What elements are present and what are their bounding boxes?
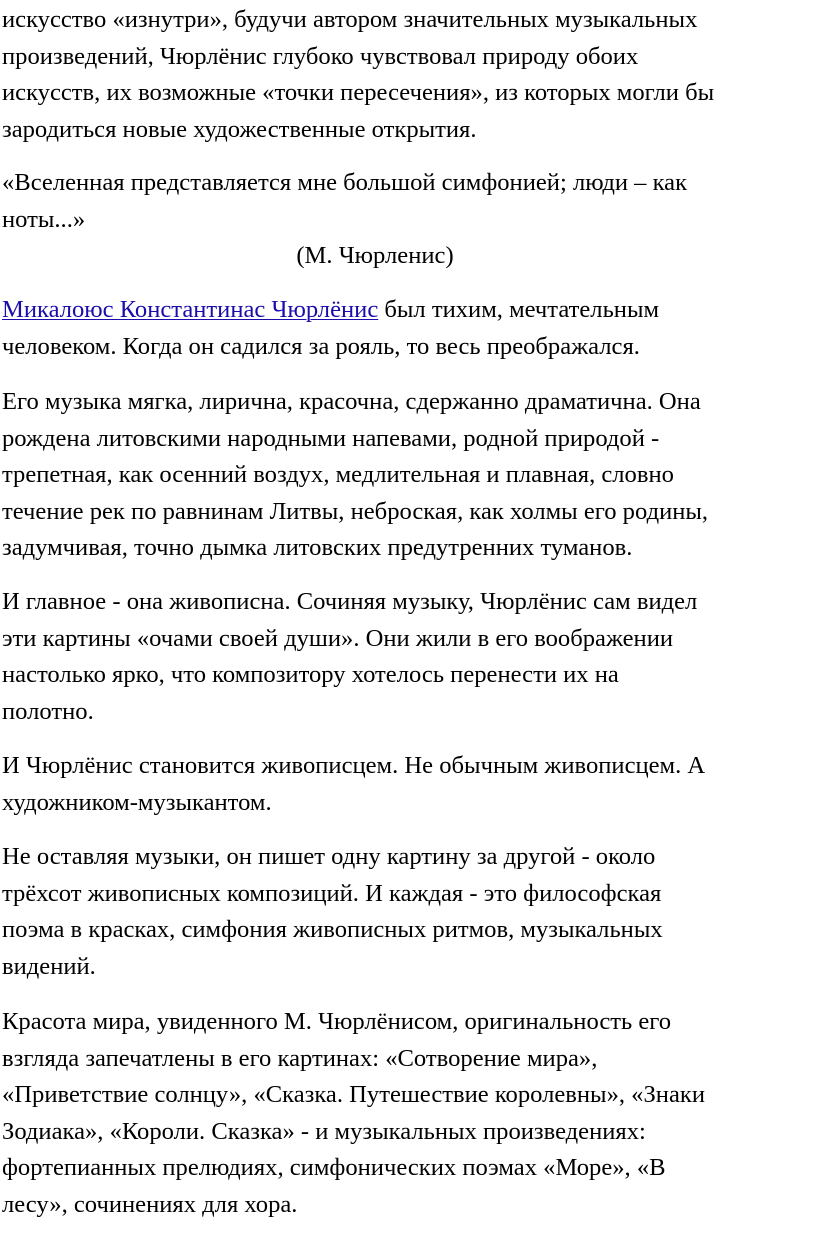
text-line: «Приветствие солнцу», «Сказка. Путешествие королевны», «Знаки: [2, 1081, 705, 1109]
text-line: видений.: [2, 952, 96, 980]
text-line: произведений, Чюрлёнис глубоко чувствовал природу обоих: [2, 42, 639, 70]
paragraph-about-chiurlionis: [2, 292, 816, 365]
text-line: рождена литовскими народными напевами, родной природой -: [2, 424, 660, 452]
paragraph-intro: [2, 2, 816, 148]
text-line: течение рек по равнинам Литвы, неброская, как холмы его родины,: [2, 497, 709, 525]
quote-line: «Вселенная представляется мне большой симфонией; люди – как: [2, 169, 688, 196]
text-line: полотно.: [2, 697, 94, 725]
text-line: эти картины «очами своей души». Они жили в его воображении: [2, 624, 674, 652]
chiurlionis-link[interactable]: Микалоюс Константинас Чюрлёнис: [2, 296, 379, 323]
paragraph-music: [2, 384, 816, 567]
text-line: искусств, их возможные «точки пересечения», из которых могли бы: [2, 79, 715, 107]
paragraph-works: [2, 1004, 816, 1224]
text-line: трепетная, как осенний воздух, медлительная и плавная, словно: [2, 461, 674, 489]
text-line: И главное - она живописна. Сочиняя музыку, Чюрлёнис сам видел: [2, 588, 698, 615]
epigraph-attribution-block: [0, 238, 750, 275]
text-line: Не оставляя музыки, он пишет одну картину за другой - около: [2, 843, 656, 870]
text-line: зародиться новые художественные открытия.: [2, 115, 477, 143]
text-line: настолько ярко, что композитору хотелось перенести их на: [2, 661, 619, 689]
text-line: лесу», сочинениях для хора.: [2, 1190, 298, 1218]
text-line: И Чюрлёнис становится живописцем. Не обычным живописцем. А: [2, 752, 706, 779]
paragraph-compositions: [2, 839, 816, 985]
text-line: Зодиака», «Короли. Сказка» - и музыкальных произведениях:: [2, 1117, 646, 1145]
text-line: поэма в красках, симфония живописных ритмов, музыкальных: [2, 916, 663, 944]
quote-attribution: (М. Чюрленис): [296, 242, 454, 269]
text-line: художником-музыкантом.: [2, 788, 272, 816]
text-fragment: был тихим, мечтательным: [378, 296, 660, 323]
quote-line: ноты...»: [2, 205, 86, 233]
text-line: Его музыка мягка, лирична, красочна, сдержанно драматична. Она: [2, 388, 701, 415]
text-line: фортепианных прелюдиях, симфонических поэмах «Море», «В: [2, 1154, 666, 1182]
paragraph-painter: [2, 748, 816, 821]
text-line: [2, 292, 816, 329]
paragraph-picturesque: [2, 584, 816, 730]
epigraph-quote: [2, 165, 816, 238]
text-line: человеком. Когда он садился за рояль, то весь преображался.: [2, 332, 640, 360]
text-line: взгляда запечатлены в его картинах: «Сотворение мира»,: [2, 1044, 598, 1072]
text-line: искусство «изнутри», будучи автором значительных музыкальных: [2, 6, 698, 33]
text-line: трёхсот живописных композиций. И каждая - это философская: [2, 879, 662, 907]
text-line: задумчивая, точно дымка литовских предутренних туманов.: [2, 534, 633, 562]
text-line: Красота мира, увиденного М. Чюрлёнисом, оригинальность его: [2, 1008, 672, 1035]
